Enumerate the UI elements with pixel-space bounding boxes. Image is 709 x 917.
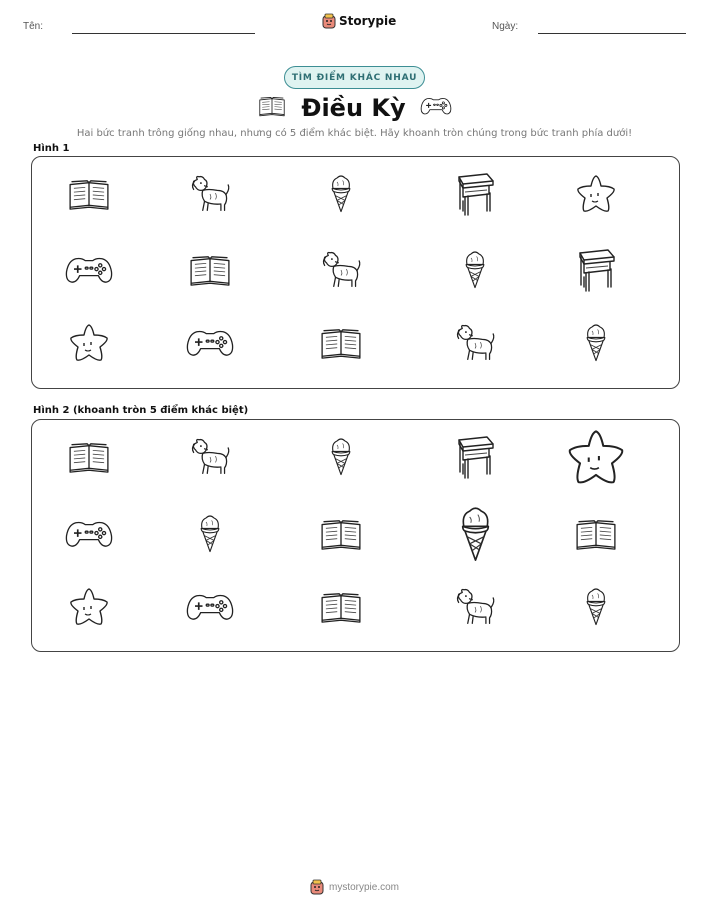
picture2-cell-1-3[interactable] (435, 506, 515, 567)
ice-cream-icon (198, 513, 222, 559)
gamepad-icon (64, 519, 114, 553)
star-icon (564, 427, 628, 492)
gamepad-icon (64, 255, 114, 289)
title-gamepad-icon (420, 96, 452, 120)
dog-icon (453, 323, 497, 367)
book-icon (318, 517, 364, 555)
picture2-cell-0-1[interactable] (170, 439, 250, 479)
picture2-cell-2-1[interactable] (170, 594, 250, 624)
picture1-cell-1-2 (301, 252, 381, 292)
footer (0, 879, 709, 895)
picture1-cell-0-1 (170, 176, 250, 216)
dog-icon (319, 250, 363, 294)
page-title: Điều Kỳ (301, 94, 406, 122)
book-icon (187, 253, 233, 291)
ice-cream-icon (463, 249, 487, 295)
picture1-cell-2-1 (170, 330, 250, 360)
picture2-cell-0-2[interactable] (301, 438, 381, 480)
ice-cream-icon (329, 173, 353, 219)
book-icon (318, 326, 364, 364)
book-icon (573, 517, 619, 555)
desk-icon (453, 434, 497, 484)
gamepad-icon (185, 592, 235, 626)
footer-site[interactable]: mystorypie.com (328, 881, 399, 893)
ice-cream-icon (458, 504, 493, 569)
picture2-cell-2-3[interactable] (435, 589, 515, 629)
picture1-cell-2-0 (49, 324, 129, 366)
picture1-label: Hình 1 (33, 143, 70, 154)
picture1-cell-2-4 (556, 324, 636, 366)
picture2-cell-1-4[interactable] (556, 519, 636, 553)
picture1-cell-0-3 (435, 173, 515, 219)
picture1-cell-2-2 (301, 328, 381, 362)
dog-icon (453, 587, 497, 631)
picture1-cell-1-0 (49, 257, 129, 287)
star-icon (67, 586, 111, 632)
picture1-cell-1-3 (435, 251, 515, 293)
gamepad-icon (185, 328, 235, 362)
picture1-cell-0-2 (301, 175, 381, 217)
picture2-cell-2-4[interactable] (556, 588, 636, 630)
book-icon (318, 590, 364, 628)
dog-icon (188, 437, 232, 481)
name-line[interactable] (72, 33, 255, 34)
picture2-cell-0-3[interactable] (435, 436, 515, 482)
star-icon (574, 173, 618, 219)
picture2-cell-0-4[interactable] (556, 429, 636, 490)
activity-badge: TÌM ĐIỂM KHÁC NHAU (284, 66, 425, 89)
picture2-cell-2-0[interactable] (49, 588, 129, 630)
picture2-cell-1-0[interactable] (49, 521, 129, 551)
star-icon (67, 322, 111, 368)
storypie-mascot-icon (310, 879, 324, 895)
date-label: Ngày: (492, 21, 519, 32)
book-icon (66, 177, 112, 215)
brand-logo (322, 13, 396, 29)
picture1-cell-0-4 (556, 175, 636, 217)
title-row (0, 94, 709, 122)
instructions: Hai bức tranh trông giống nhau, nhưng có 5 điểm khác biệt. Hãy khoanh tròn chúng trong bức tranh phía dưới! (76, 128, 633, 139)
ice-cream-icon (329, 436, 353, 482)
picture2-cell-1-2[interactable] (301, 519, 381, 553)
ice-cream-icon (584, 586, 608, 632)
brand-name: Storypie (339, 14, 397, 28)
storypie-mascot-icon (322, 13, 336, 29)
picture1-cell-1-4 (556, 249, 636, 295)
picture1-cell-1-1 (170, 255, 250, 289)
picture2-label: Hình 2 (khoanh tròn 5 điểm khác biệt) (33, 405, 249, 416)
desk-icon (574, 247, 618, 297)
date-line[interactable] (538, 33, 686, 34)
desk-icon (453, 171, 497, 221)
dog-icon (188, 174, 232, 218)
picture2-cell-1-1[interactable] (170, 515, 250, 557)
picture1-cell-0-0 (49, 179, 129, 213)
picture2-cell-0-0[interactable] (49, 442, 129, 476)
book-icon (66, 440, 112, 478)
name-label: Tên: (23, 21, 44, 32)
ice-cream-icon (584, 322, 608, 368)
picture2-cell-2-2[interactable] (301, 592, 381, 626)
picture1-cell-2-3 (435, 325, 515, 365)
title-book-icon (257, 95, 287, 121)
